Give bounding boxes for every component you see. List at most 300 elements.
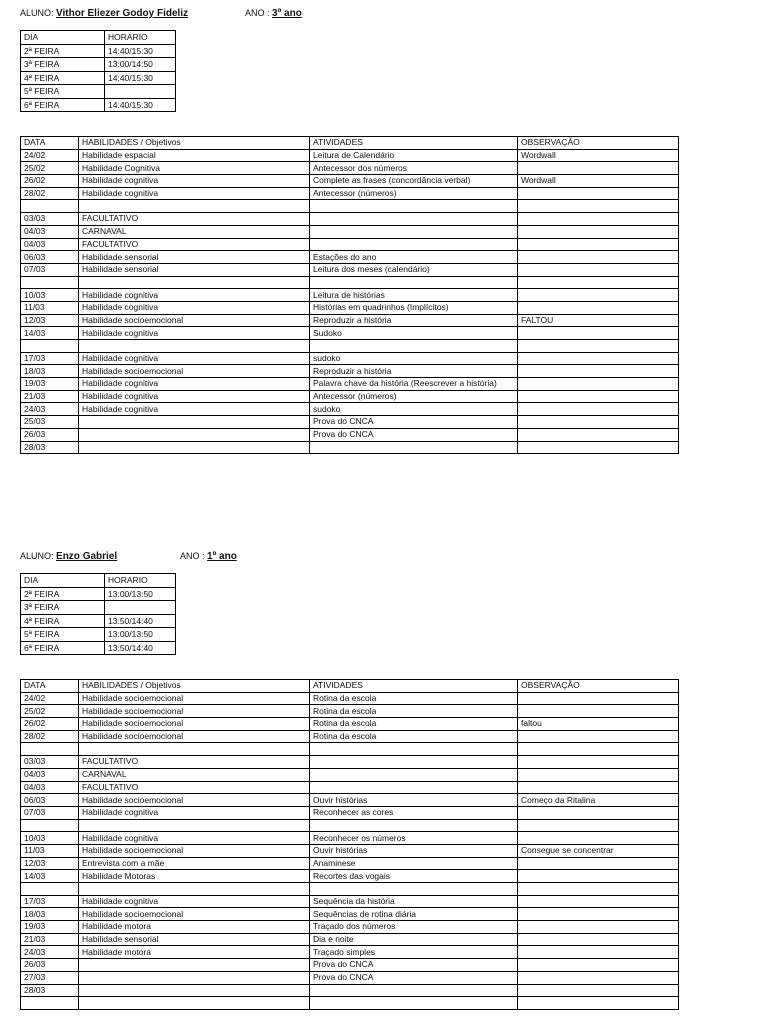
- observation-cell: [518, 365, 679, 378]
- day-cell: 2ª FEIRA: [21, 587, 105, 601]
- skill-cell: [79, 959, 310, 972]
- activity-cell: Ouvir histórias: [310, 794, 518, 807]
- skill-cell: FACULTATIVO: [79, 781, 310, 794]
- time-cell: HORARIO: [105, 574, 176, 588]
- activity-cell: Rotina da escola: [310, 718, 518, 731]
- date-cell: 04/03: [21, 238, 79, 251]
- observation-cell: [518, 806, 679, 819]
- day-cell: 6ª FEIRA: [21, 98, 105, 112]
- date-cell: 04/03: [21, 225, 79, 238]
- table-row: [21, 997, 679, 1010]
- date-cell: [21, 743, 79, 756]
- table-row: [21, 149, 679, 162]
- observation-cell: [518, 238, 679, 251]
- skill-cell: Habilidade socioemocional: [79, 692, 310, 705]
- activity-cell: [310, 883, 518, 896]
- observation-cell: [518, 768, 679, 781]
- activities-table: [20, 679, 679, 1010]
- skill-cell: CARNAVAL: [79, 768, 310, 781]
- date-cell: [21, 997, 79, 1010]
- date-cell: 26/03: [21, 959, 79, 972]
- observation-cell: Consegue se concentrar: [518, 844, 679, 857]
- activity-cell: [310, 200, 518, 213]
- skill-cell: Habilidade sensorial: [79, 933, 310, 946]
- date-cell: [21, 883, 79, 896]
- table-row: [21, 44, 176, 58]
- observation-cell: [518, 213, 679, 226]
- skill-cell: [79, 200, 310, 213]
- observation-cell: [518, 352, 679, 365]
- date-cell: 10/03: [21, 289, 79, 302]
- activity-cell: Traçado simples: [310, 946, 518, 959]
- activity-cell: Traçado dos números: [310, 921, 518, 934]
- skill-cell: Habilidade cognitiva: [79, 175, 310, 188]
- table-header-row: [21, 137, 679, 150]
- day-cell: 4ª FEIRA: [21, 614, 105, 628]
- activity-cell: Leitura de histórias: [310, 289, 518, 302]
- skill-cell: Habilidade cognitiva: [79, 895, 310, 908]
- activity-cell: Reproduzir a história: [310, 314, 518, 327]
- day-cell: 2ª FEIRA: [21, 44, 105, 58]
- student-year: 1º ano: [207, 551, 237, 562]
- table-row: [21, 162, 679, 175]
- skill-cell: Habilidade socioemocional: [79, 730, 310, 743]
- skill-cell: FACULTATIVO: [79, 238, 310, 251]
- date-cell: 21/03: [21, 933, 79, 946]
- time-cell: HORARIO: [105, 31, 176, 45]
- skill-cell: Habilidade cognitiva: [79, 390, 310, 403]
- activity-cell: Sequência da história: [310, 895, 518, 908]
- table-row: [21, 959, 679, 972]
- time-cell: [105, 85, 176, 99]
- observation-cell: [518, 832, 679, 845]
- date-cell: 14/03: [21, 327, 79, 340]
- table-row: [21, 58, 176, 72]
- activity-cell: Sequências de rotina diária: [310, 908, 518, 921]
- observation-cell: [518, 870, 679, 883]
- date-cell: 11/03: [21, 844, 79, 857]
- date-cell: 27/03: [21, 971, 79, 984]
- observation-cell: [518, 857, 679, 870]
- date-cell: 19/03: [21, 921, 79, 934]
- date-cell: 06/03: [21, 794, 79, 807]
- table-row: [21, 263, 679, 276]
- observation-cell: [518, 997, 679, 1010]
- skill-cell: Habilidade cognitiva: [79, 327, 310, 340]
- date-cell: 04/03: [21, 781, 79, 794]
- activity-cell: Antecessor (números): [310, 390, 518, 403]
- table-row: [21, 378, 679, 391]
- table-row: [21, 870, 679, 883]
- activity-cell: [310, 276, 518, 289]
- observation-cell: [518, 781, 679, 794]
- schedule-table: [20, 573, 176, 655]
- skill-cell: Habilidade cognitiva: [79, 378, 310, 391]
- date-cell: [21, 819, 79, 832]
- observation-cell: [518, 289, 679, 302]
- date-cell: 03/03: [21, 213, 79, 226]
- table-row: [21, 200, 679, 213]
- date-cell: 26/03: [21, 428, 79, 441]
- day-cell: DIA: [21, 574, 105, 588]
- activity-cell: [310, 768, 518, 781]
- skill-cell: [79, 416, 310, 429]
- observation-cell: [518, 225, 679, 238]
- table-header-row: [21, 574, 176, 588]
- time-cell: 13:50/14:40: [105, 641, 176, 655]
- skill-cell: Habilidade socioemocional: [79, 705, 310, 718]
- schedule-table: [20, 30, 176, 112]
- day-cell: 3ª FEIRA: [21, 601, 105, 615]
- date-cell: 12/03: [21, 857, 79, 870]
- observation-cell: [518, 730, 679, 743]
- date-cell: [21, 200, 79, 213]
- activity-cell: [310, 781, 518, 794]
- observation-cell: [518, 327, 679, 340]
- activity-cell: ATIVIDADES: [310, 680, 518, 693]
- activity-cell: Reconhecer as cores: [310, 806, 518, 819]
- observation-cell: [518, 883, 679, 896]
- student-1-year-line: [245, 8, 302, 19]
- date-cell: 10/03: [21, 832, 79, 845]
- student-2-year-line: [180, 551, 237, 562]
- table-row: [21, 71, 176, 85]
- table-row: [21, 428, 679, 441]
- observation-cell: [518, 743, 679, 756]
- skill-cell: Entrevista com a mãe: [79, 857, 310, 870]
- table-row: [21, 365, 679, 378]
- skill-cell: [79, 340, 310, 353]
- table-row: [21, 921, 679, 934]
- date-cell: 24/03: [21, 403, 79, 416]
- activity-cell: [310, 984, 518, 997]
- table-row: [21, 340, 679, 353]
- date-cell: 12/03: [21, 314, 79, 327]
- skill-cell: Habilidade cognitiva: [79, 403, 310, 416]
- table-row: [21, 946, 679, 959]
- table-row: [21, 390, 679, 403]
- date-cell: 25/02: [21, 162, 79, 175]
- date-cell: 21/03: [21, 390, 79, 403]
- table-row: [21, 641, 176, 655]
- activity-cell: Prova do CNCA: [310, 971, 518, 984]
- observation-cell: OBSERVAÇÃO: [518, 680, 679, 693]
- time-cell: 14:40/15:30: [105, 98, 176, 112]
- table-row: [21, 187, 679, 200]
- activity-cell: Reconhecer os números: [310, 832, 518, 845]
- skill-cell: [79, 276, 310, 289]
- skill-cell: Habilidade motora: [79, 921, 310, 934]
- observation-cell: Wordwall: [518, 175, 679, 188]
- date-cell: 14/03: [21, 870, 79, 883]
- activity-cell: [310, 743, 518, 756]
- activity-cell: Rotina da escola: [310, 705, 518, 718]
- skill-cell: HABILIDADES / Objetivos: [79, 680, 310, 693]
- day-cell: 4ª FEIRA: [21, 71, 105, 85]
- skill-cell: Habilidade socioemocional: [79, 908, 310, 921]
- observation-cell: [518, 705, 679, 718]
- observation-cell: [518, 403, 679, 416]
- table-row: [21, 883, 679, 896]
- activity-cell: [310, 819, 518, 832]
- time-cell: 14:40/15:30: [105, 44, 176, 58]
- activities-table: [20, 136, 679, 454]
- day-cell: DIA: [21, 31, 105, 45]
- table-row: [21, 692, 679, 705]
- student-1-name-line: [20, 8, 188, 19]
- table-row: [21, 601, 176, 615]
- time-cell: 13:00/14:50: [105, 58, 176, 72]
- skill-cell: Habilidade socioemocional: [79, 794, 310, 807]
- observation-cell: [518, 441, 679, 454]
- skill-cell: [79, 883, 310, 896]
- activity-cell: sudoko: [310, 403, 518, 416]
- skill-cell: Habilidade cognitiva: [79, 301, 310, 314]
- observation-cell: FALTOU: [518, 314, 679, 327]
- date-cell: 17/03: [21, 895, 79, 908]
- table-row: [21, 403, 679, 416]
- activity-cell: [310, 225, 518, 238]
- observation-cell: [518, 908, 679, 921]
- table-row: [21, 175, 679, 188]
- activity-cell: [310, 756, 518, 769]
- date-cell: 04/03: [21, 768, 79, 781]
- activity-cell: Leitura de Calendário: [310, 149, 518, 162]
- activity-cell: sudoko: [310, 352, 518, 365]
- observation-cell: [518, 946, 679, 959]
- activity-cell: [310, 213, 518, 226]
- student-name: Vithor Eliezer Godoy Fideliz: [56, 8, 189, 19]
- table-row: [21, 933, 679, 946]
- observation-cell: [518, 933, 679, 946]
- skill-cell: Habilidade cognitiva: [79, 289, 310, 302]
- time-cell: 13:50/14:40: [105, 614, 176, 628]
- observation-cell: [518, 200, 679, 213]
- skill-cell: Habilidade Motoras: [79, 870, 310, 883]
- day-cell: 3ª FEIRA: [21, 58, 105, 72]
- table-row: [21, 756, 679, 769]
- activity-cell: Rotina da escola: [310, 730, 518, 743]
- table-row: [21, 857, 679, 870]
- table-row: [21, 276, 679, 289]
- date-cell: 25/02: [21, 705, 79, 718]
- time-cell: 13:00/13:50: [105, 628, 176, 642]
- observation-cell: [518, 187, 679, 200]
- activity-cell: [310, 441, 518, 454]
- table-row: [21, 730, 679, 743]
- date-cell: 24/02: [21, 692, 79, 705]
- student-name: Enzo Gabriel: [56, 551, 118, 562]
- aluno-label: ALUNO:: [20, 551, 54, 561]
- activity-cell: Recortes das vogais: [310, 870, 518, 883]
- table-row: [21, 251, 679, 264]
- observation-cell: [518, 162, 679, 175]
- student-2-name-line: [20, 551, 117, 562]
- table-header-row: [21, 680, 679, 693]
- date-cell: 19/03: [21, 378, 79, 391]
- date-cell: 07/03: [21, 806, 79, 819]
- observation-cell: faltou: [518, 718, 679, 731]
- activity-cell: Antecessor dos números: [310, 162, 518, 175]
- skill-cell: Habilidade espacial: [79, 149, 310, 162]
- activity-cell: Estações do ano: [310, 251, 518, 264]
- observation-cell: [518, 692, 679, 705]
- date-cell: 24/03: [21, 946, 79, 959]
- table-row: [21, 628, 176, 642]
- skill-cell: Habilidade sensorial: [79, 251, 310, 264]
- observation-cell: [518, 756, 679, 769]
- time-cell: 13:00/13:50: [105, 587, 176, 601]
- date-cell: 25/03: [21, 416, 79, 429]
- table-row: [21, 971, 679, 984]
- table-row: [21, 441, 679, 454]
- date-cell: 26/02: [21, 175, 79, 188]
- skill-cell: FACULTATIVO: [79, 213, 310, 226]
- date-cell: 26/02: [21, 718, 79, 731]
- observation-cell: [518, 340, 679, 353]
- date-cell: 28/03: [21, 984, 79, 997]
- activity-cell: Reproduzir a história: [310, 365, 518, 378]
- activity-cell: Ouvir histórias: [310, 844, 518, 857]
- activity-cell: Histórias em quadrinhos (Implícitos): [310, 301, 518, 314]
- day-cell: 6ª FEIRA: [21, 641, 105, 655]
- table-row: [21, 225, 679, 238]
- table-row: [21, 587, 176, 601]
- activity-cell: Anaminese: [310, 857, 518, 870]
- day-cell: 5ª FEIRA: [21, 628, 105, 642]
- skill-cell: Habilidade motora: [79, 946, 310, 959]
- observation-cell: [518, 428, 679, 441]
- student-year: 3º ano: [272, 8, 302, 19]
- table-row: [21, 743, 679, 756]
- observation-cell: [518, 984, 679, 997]
- table-header-row: [21, 31, 176, 45]
- skill-cell: Habilidade cognitiva: [79, 187, 310, 200]
- skill-cell: Habilidade cognitiva: [79, 832, 310, 845]
- observation-cell: [518, 263, 679, 276]
- activity-cell: Prova do CNCA: [310, 416, 518, 429]
- date-cell: DATA: [21, 137, 79, 150]
- activity-cell: Complete as frases (concordância verbal): [310, 175, 518, 188]
- skill-cell: CARNAVAL: [79, 225, 310, 238]
- date-cell: 28/02: [21, 730, 79, 743]
- skill-cell: [79, 743, 310, 756]
- table-row: [21, 781, 679, 794]
- table-row: [21, 705, 679, 718]
- time-cell: 14:40/15:30: [105, 71, 176, 85]
- date-cell: 07/03: [21, 263, 79, 276]
- date-cell: 28/03: [21, 441, 79, 454]
- table-row: [21, 352, 679, 365]
- skill-cell: [79, 441, 310, 454]
- activity-cell: Leitura dos meses (calendário): [310, 263, 518, 276]
- activity-cell: Sudoko: [310, 327, 518, 340]
- aluno-label: ALUNO:: [20, 8, 54, 18]
- table-row: [21, 844, 679, 857]
- observation-cell: [518, 921, 679, 934]
- skill-cell: Habilidade socioemocional: [79, 314, 310, 327]
- table-row: [21, 895, 679, 908]
- table-row: [21, 832, 679, 845]
- activity-cell: Prova do CNCA: [310, 959, 518, 972]
- table-row: [21, 327, 679, 340]
- activity-cell: [310, 238, 518, 251]
- activity-cell: ATIVIDADES: [310, 137, 518, 150]
- observation-cell: [518, 959, 679, 972]
- table-row: [21, 238, 679, 251]
- activity-cell: [310, 997, 518, 1010]
- skill-cell: Habilidade sensorial: [79, 263, 310, 276]
- observation-cell: Wordwall: [518, 149, 679, 162]
- date-cell: 06/03: [21, 251, 79, 264]
- table-row: [21, 718, 679, 731]
- time-cell: [105, 601, 176, 615]
- activity-cell: Palavra chave da história (Reescrever a história): [310, 378, 518, 391]
- date-cell: 11/03: [21, 301, 79, 314]
- skill-cell: Habilidade socioemocional: [79, 718, 310, 731]
- observation-cell: [518, 301, 679, 314]
- observation-cell: [518, 819, 679, 832]
- observation-cell: [518, 971, 679, 984]
- date-cell: 24/02: [21, 149, 79, 162]
- skill-cell: [79, 997, 310, 1010]
- date-cell: 28/02: [21, 187, 79, 200]
- observation-cell: [518, 276, 679, 289]
- activity-cell: Dia e noite: [310, 933, 518, 946]
- table-row: [21, 984, 679, 997]
- table-row: [21, 301, 679, 314]
- table-row: [21, 819, 679, 832]
- activity-cell: [310, 340, 518, 353]
- table-row: [21, 614, 176, 628]
- skill-cell: [79, 984, 310, 997]
- skill-cell: Habilidade socioemocional: [79, 844, 310, 857]
- date-cell: DATA: [21, 680, 79, 693]
- observation-cell: [518, 895, 679, 908]
- activity-cell: Rotina da escola: [310, 692, 518, 705]
- observation-cell: [518, 251, 679, 264]
- activity-cell: Antecessor (números): [310, 187, 518, 200]
- table-row: [21, 213, 679, 226]
- skill-cell: [79, 819, 310, 832]
- table-row: [21, 314, 679, 327]
- date-cell: 18/03: [21, 908, 79, 921]
- date-cell: 17/03: [21, 352, 79, 365]
- table-row: [21, 98, 176, 112]
- skill-cell: [79, 971, 310, 984]
- observation-cell: [518, 390, 679, 403]
- table-row: [21, 289, 679, 302]
- skill-cell: Habilidade cognitiva: [79, 352, 310, 365]
- table-row: [21, 794, 679, 807]
- skill-cell: Habilidade Cognitiva: [79, 162, 310, 175]
- date-cell: [21, 276, 79, 289]
- skill-cell: HABILIDADES / Objetivos: [79, 137, 310, 150]
- table-row: [21, 85, 176, 99]
- observation-cell: [518, 416, 679, 429]
- skill-cell: [79, 428, 310, 441]
- table-row: [21, 768, 679, 781]
- table-row: [21, 416, 679, 429]
- observation-cell: Começo da Ritalina: [518, 794, 679, 807]
- table-row: [21, 908, 679, 921]
- skill-cell: Habilidade socioemocional: [79, 365, 310, 378]
- table-row: [21, 806, 679, 819]
- skill-cell: FACULTATIVO: [79, 756, 310, 769]
- ano-label: ANO :: [180, 551, 205, 561]
- day-cell: 5ª FEIRA: [21, 85, 105, 99]
- observation-cell: [518, 378, 679, 391]
